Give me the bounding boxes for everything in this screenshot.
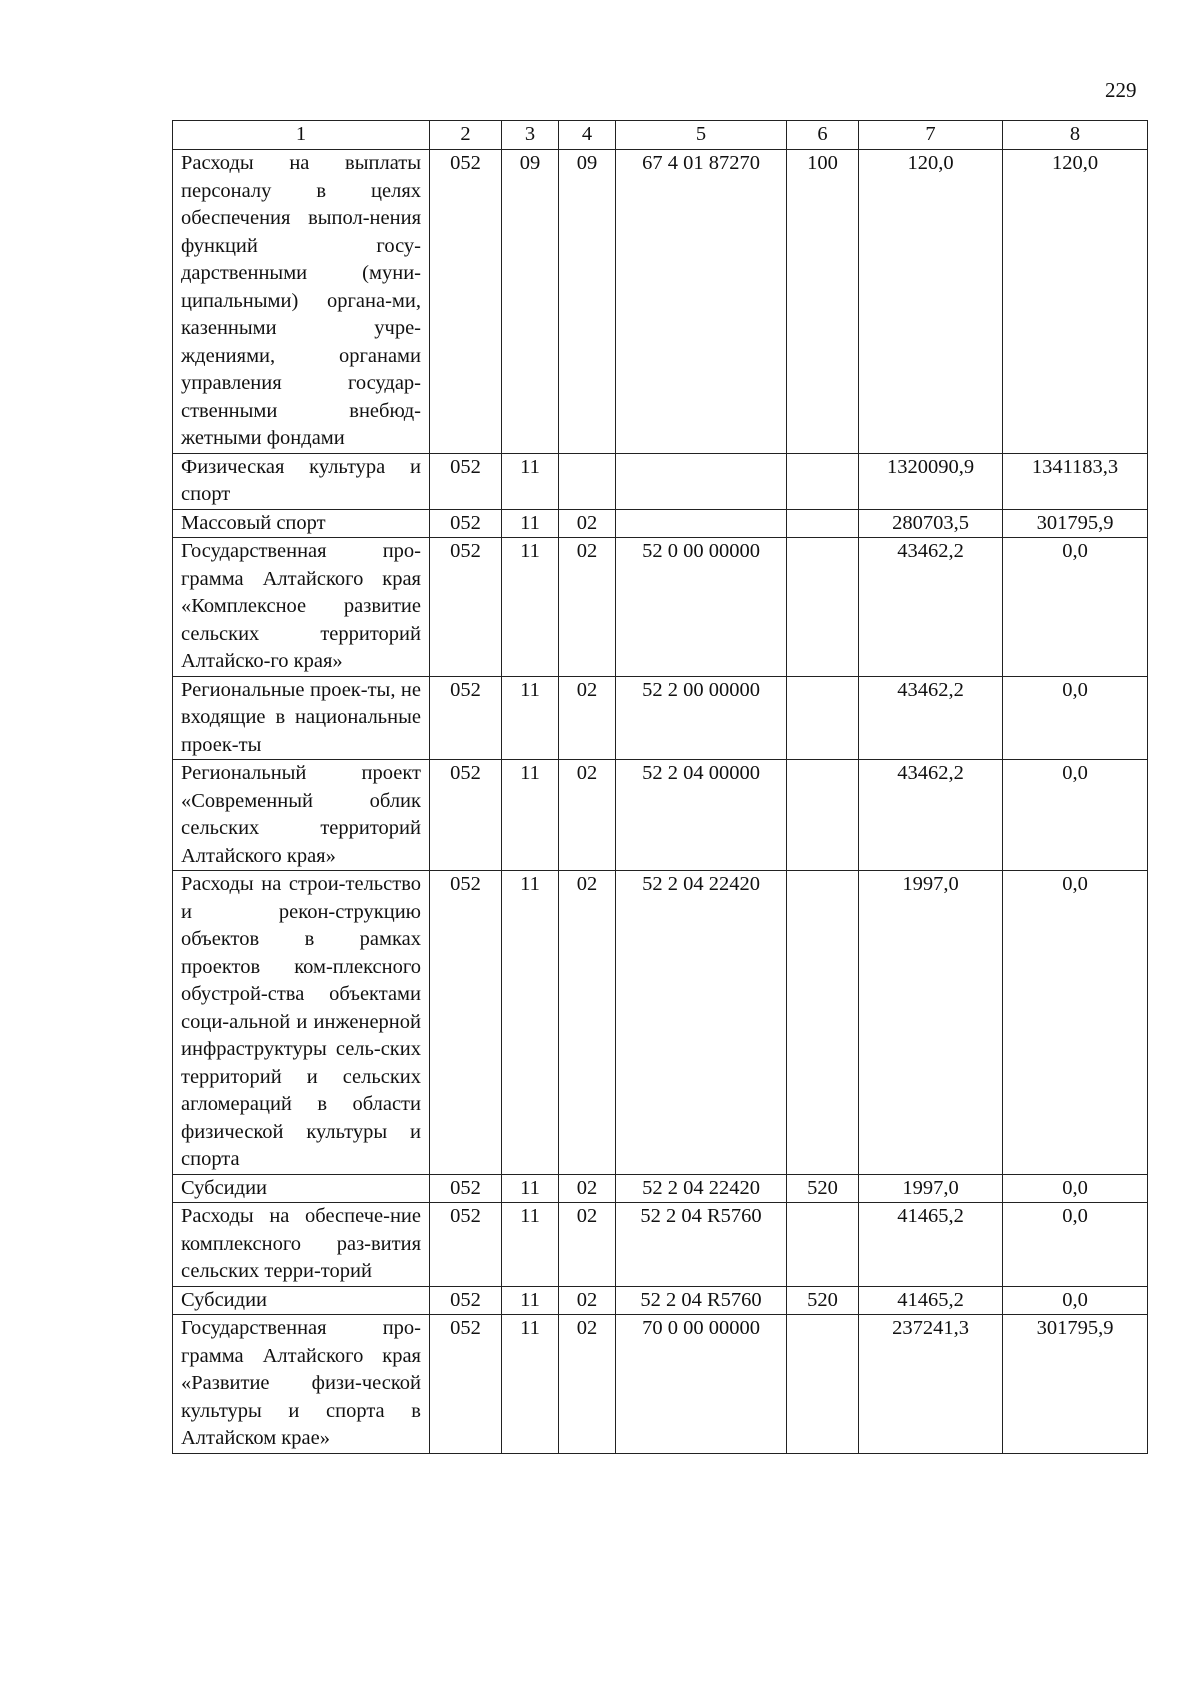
amount-year2-cell: 0,0 [1003,1286,1148,1315]
table-row [173,538,1148,677]
expense-type-cell [787,453,859,509]
item-name-cell: Региональные проек-ты, не входящие в национальные проек-ты [173,676,430,760]
ministry-code-cell: 052 [430,453,502,509]
target-article-cell: 52 2 04 R5760 [616,1286,787,1315]
subsection-cell: 02 [559,871,616,1175]
page-number: 229 [1105,78,1137,102]
amount-year1-cell: 41465,2 [859,1286,1003,1315]
table-row [173,1286,1148,1315]
column-header: 8 [1003,121,1148,150]
item-name-cell: Расходы на выплаты персоналу в целях обеспечения выпол-нения функций госу-дарственными (муни-ципальными) органа-ми, казенными учре-ждениями, органами управления государ-ственными внебюд-жетными фондами [173,150,430,454]
subsection-cell [559,453,616,509]
item-name-cell: Физическая культура и спорт [173,453,430,509]
section-cell: 09 [502,150,559,454]
table-row [173,1174,1148,1203]
ministry-code-cell: 052 [430,871,502,1175]
table-row [173,150,1148,454]
amount-year2-cell: 0,0 [1003,676,1148,760]
table-row [173,453,1148,509]
amount-year1-cell: 280703,5 [859,509,1003,538]
amount-year1-cell: 43462,2 [859,538,1003,677]
item-name-cell: Региональный проект «Современный облик сельских территорий Алтайского края» [173,760,430,871]
section-cell: 11 [502,871,559,1175]
subsection-cell: 02 [559,1203,616,1287]
expense-type-cell: 100 [787,150,859,454]
column-header: 3 [502,121,559,150]
ministry-code-cell: 052 [430,676,502,760]
item-name-cell: Субсидии [173,1286,430,1315]
amount-year2-cell: 120,0 [1003,150,1148,454]
expense-type-cell: 520 [787,1286,859,1315]
section-cell: 11 [502,538,559,677]
table-row [173,760,1148,871]
ministry-code-cell: 052 [430,538,502,677]
target-article-cell: 52 2 04 R5760 [616,1203,787,1287]
amount-year1-cell: 237241,3 [859,1315,1003,1454]
target-article-cell: 52 2 04 00000 [616,760,787,871]
amount-year2-cell: 0,0 [1003,1174,1148,1203]
table-row [173,1203,1148,1287]
amount-year1-cell: 41465,2 [859,1203,1003,1287]
ministry-code-cell: 052 [430,1174,502,1203]
target-article-cell: 52 0 00 00000 [616,538,787,677]
expense-type-cell [787,509,859,538]
item-name-cell: Государственная про-грамма Алтайского края «Комплексное развитие сельских территорий Алтайско-го края» [173,538,430,677]
amount-year2-cell: 0,0 [1003,871,1148,1175]
amount-year1-cell: 1320090,9 [859,453,1003,509]
expense-type-cell [787,1315,859,1454]
ministry-code-cell: 052 [430,509,502,538]
subsection-cell: 09 [559,150,616,454]
amount-year2-cell: 301795,9 [1003,509,1148,538]
expense-type-cell [787,760,859,871]
expense-type-cell: 520 [787,1174,859,1203]
expense-type-cell [787,538,859,677]
item-name-cell: Государственная про-грамма Алтайского края «Развитие физи-ческой культуры и спорта в Алтайском крае» [173,1315,430,1454]
table-row [173,509,1148,538]
column-header: 1 [173,121,430,150]
subsection-cell: 02 [559,1286,616,1315]
section-cell: 11 [502,509,559,538]
amount-year2-cell: 0,0 [1003,760,1148,871]
target-article-cell [616,509,787,538]
target-article-cell: 70 0 00 00000 [616,1315,787,1454]
amount-year1-cell: 43462,2 [859,760,1003,871]
subsection-cell: 02 [559,509,616,538]
column-header: 5 [616,121,787,150]
section-cell: 11 [502,1286,559,1315]
column-header: 4 [559,121,616,150]
header-row [173,121,1148,150]
table-row [173,676,1148,760]
amount-year2-cell: 0,0 [1003,1203,1148,1287]
amount-year1-cell: 1997,0 [859,871,1003,1175]
section-cell: 11 [502,1203,559,1287]
amount-year1-cell: 43462,2 [859,676,1003,760]
subsection-cell: 02 [559,538,616,677]
item-name-cell: Расходы на строи-тельство и рекон-струкцию объектов в рамках проектов ком-плексного обустрой-ства объектами соци-альной и инженерной инфраструктуры сель-ских территорий и сельских агломераций в области физической культуры и спорта [173,871,430,1175]
section-cell: 11 [502,453,559,509]
section-cell: 11 [502,676,559,760]
column-header: 2 [430,121,502,150]
item-name-cell: Массовый спорт [173,509,430,538]
ministry-code-cell: 052 [430,1286,502,1315]
section-cell: 11 [502,1315,559,1454]
column-header: 7 [859,121,1003,150]
section-cell: 11 [502,1174,559,1203]
target-article-cell: 52 2 04 22420 [616,1174,787,1203]
table-row [173,871,1148,1175]
ministry-code-cell: 052 [430,1203,502,1287]
target-article-cell [616,453,787,509]
budget-table [172,120,1148,1454]
item-name-cell: Субсидии [173,1174,430,1203]
ministry-code-cell: 052 [430,760,502,871]
amount-year2-cell: 301795,9 [1003,1315,1148,1454]
ministry-code-cell: 052 [430,1315,502,1454]
item-name-cell: Расходы на обеспече-ние комплексного раз-вития сельских терри-торий [173,1203,430,1287]
target-article-cell: 67 4 01 87270 [616,150,787,454]
amount-year1-cell: 1997,0 [859,1174,1003,1203]
subsection-cell: 02 [559,760,616,871]
column-header: 6 [787,121,859,150]
amount-year2-cell: 0,0 [1003,538,1148,677]
target-article-cell: 52 2 04 22420 [616,871,787,1175]
expense-type-cell [787,871,859,1175]
ministry-code-cell: 052 [430,150,502,454]
table-row [173,1315,1148,1454]
subsection-cell: 02 [559,1315,616,1454]
subsection-cell: 02 [559,676,616,760]
subsection-cell: 02 [559,1174,616,1203]
amount-year2-cell: 1341183,3 [1003,453,1148,509]
section-cell: 11 [502,760,559,871]
amount-year1-cell: 120,0 [859,150,1003,454]
expense-type-cell [787,676,859,760]
target-article-cell: 52 2 00 00000 [616,676,787,760]
expense-type-cell [787,1203,859,1287]
